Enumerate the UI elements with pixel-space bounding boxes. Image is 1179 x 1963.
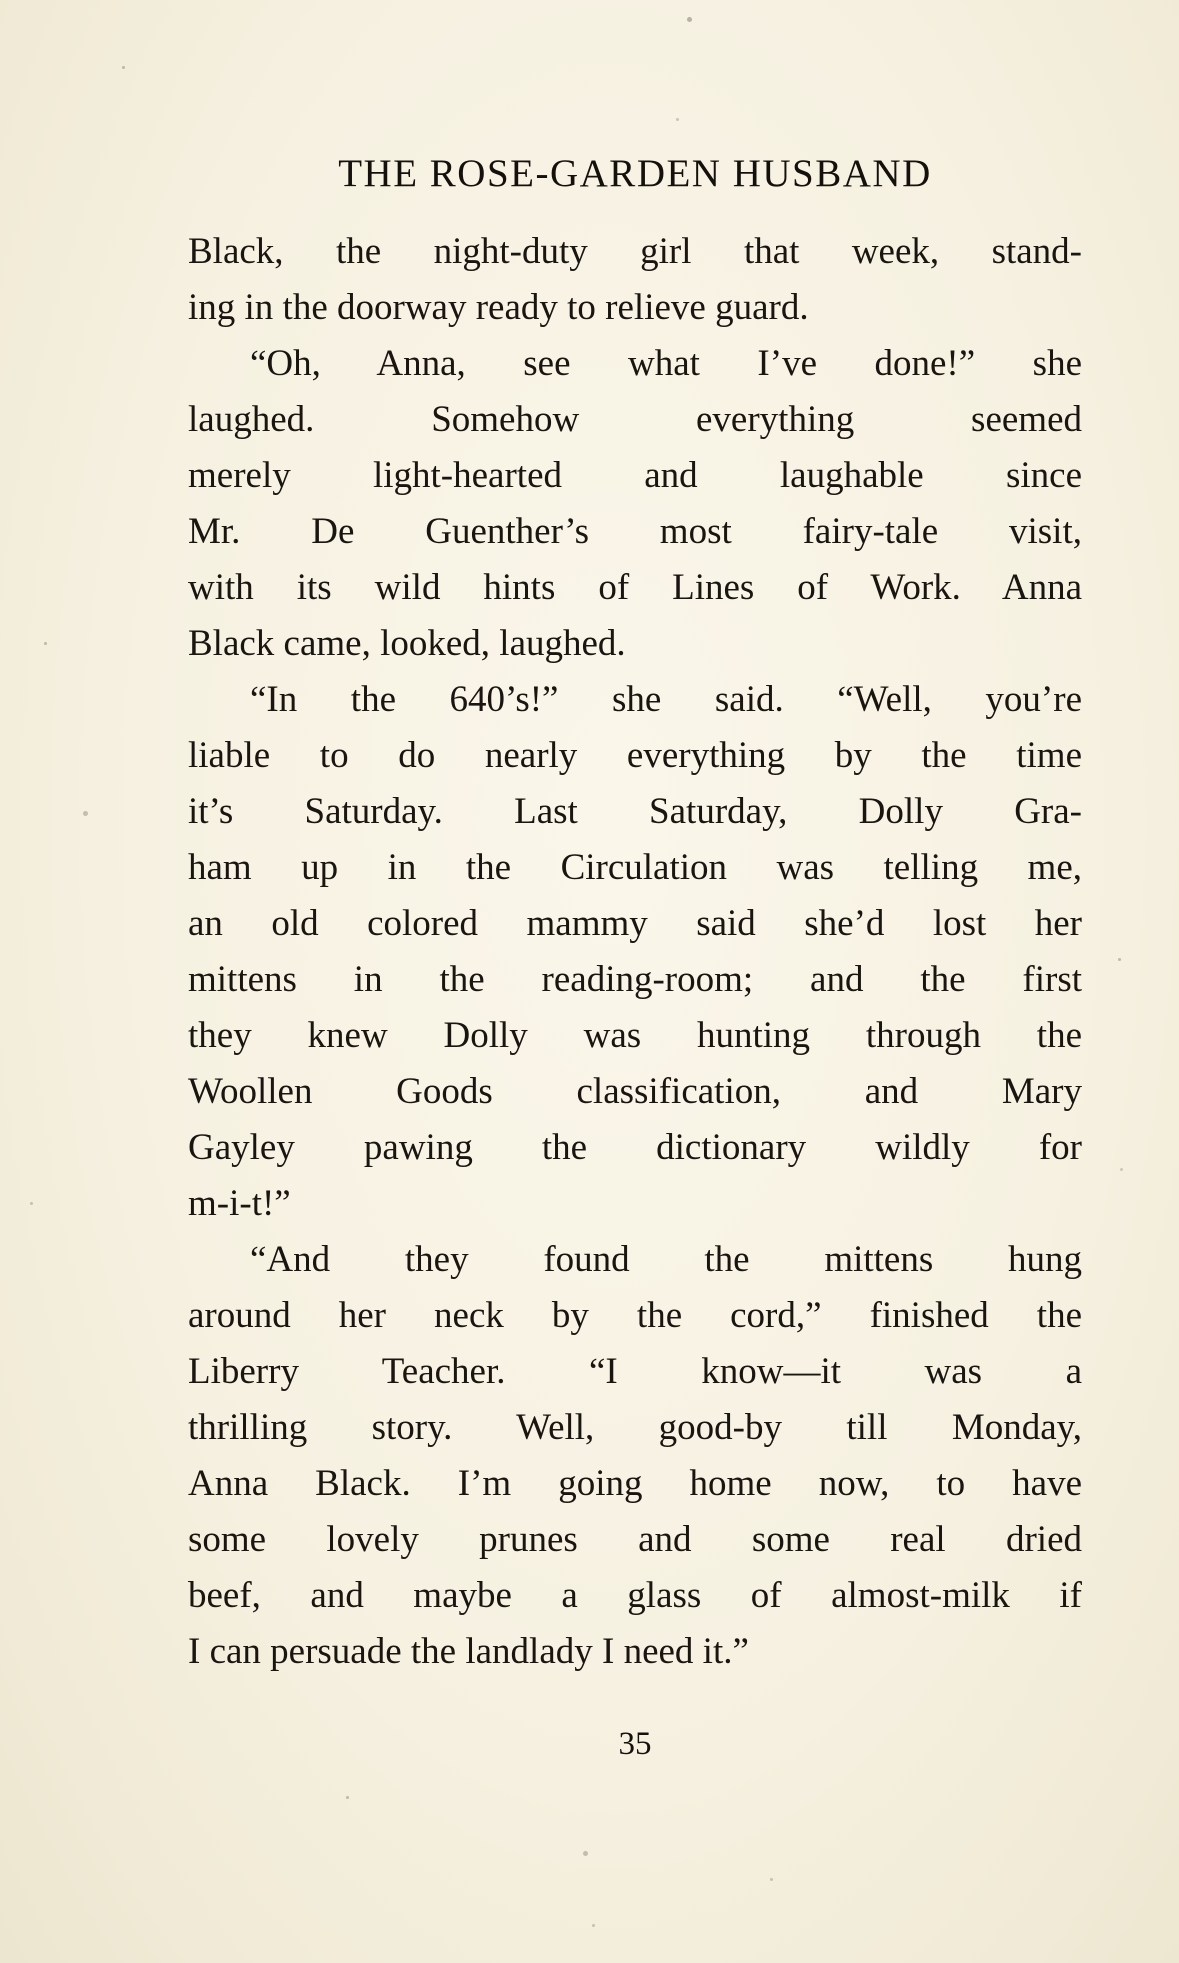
text-line: ing in the doorway ready to relieve guard. <box>188 287 809 328</box>
running-header: THE ROSE-GARDEN HUSBAND <box>338 152 932 195</box>
text-line: thrilling story. Well, good-by till Monday, <box>188 1407 1082 1448</box>
text-line: “Oh, Anna, see what I’ve done!” she <box>250 343 1082 384</box>
text-line: with its wild hints of Lines of Work. Anna <box>188 567 1082 608</box>
text-line: they knew Dolly was hunting through the <box>188 1015 1082 1056</box>
text-block <box>188 224 1082 1680</box>
paragraph <box>188 1232 1082 1680</box>
text-line: Black, the night-duty girl that week, stand- <box>188 231 1082 272</box>
text-line: liable to do nearly everything by the time <box>188 735 1082 776</box>
text-line: ham up in the Circulation was telling me, <box>188 847 1082 888</box>
text-line: Anna Black. I’m going home now, to have <box>188 1463 1082 1504</box>
text-line: Gayley pawing the dictionary wildly for <box>188 1127 1082 1168</box>
text-line: Black came, looked, laughed. <box>188 623 626 664</box>
text-line: it’s Saturday. Last Saturday, Dolly Gra- <box>188 791 1082 832</box>
text-line: mittens in the reading-room; and the first <box>188 959 1082 1000</box>
text-line: laughed. Somehow everything seemed <box>188 399 1082 440</box>
paragraph <box>188 672 1082 1232</box>
text-line: Woollen Goods classification, and Mary <box>188 1071 1082 1112</box>
text-line: m-i-t!” <box>188 1183 291 1224</box>
text-column <box>188 150 1082 1680</box>
paragraph <box>188 336 1082 672</box>
text-line: “And they found the mittens hung <box>250 1239 1082 1280</box>
text-line: an old colored mammy said she’d lost her <box>188 903 1082 944</box>
text-line: Mr. De Guenther’s most fairy-tale visit, <box>188 511 1082 552</box>
paragraph <box>188 224 1082 336</box>
page-number: 35 <box>618 1726 652 1762</box>
scan-specks <box>0 0 3 3</box>
text-line: beef, and maybe a glass of almost-milk if <box>188 1575 1082 1616</box>
text-line: merely light-hearted and laughable since <box>188 455 1082 496</box>
text-line: “In the 640’s!” she said. “Well, you’re <box>250 679 1082 720</box>
text-line: around her neck by the cord,” finished the <box>188 1295 1082 1336</box>
text-line: Liberry Teacher. “I know—it was a <box>188 1351 1082 1392</box>
text-line: some lovely prunes and some real dried <box>188 1519 1082 1560</box>
text-line: I can persuade the landlady I need it.” <box>188 1631 749 1672</box>
